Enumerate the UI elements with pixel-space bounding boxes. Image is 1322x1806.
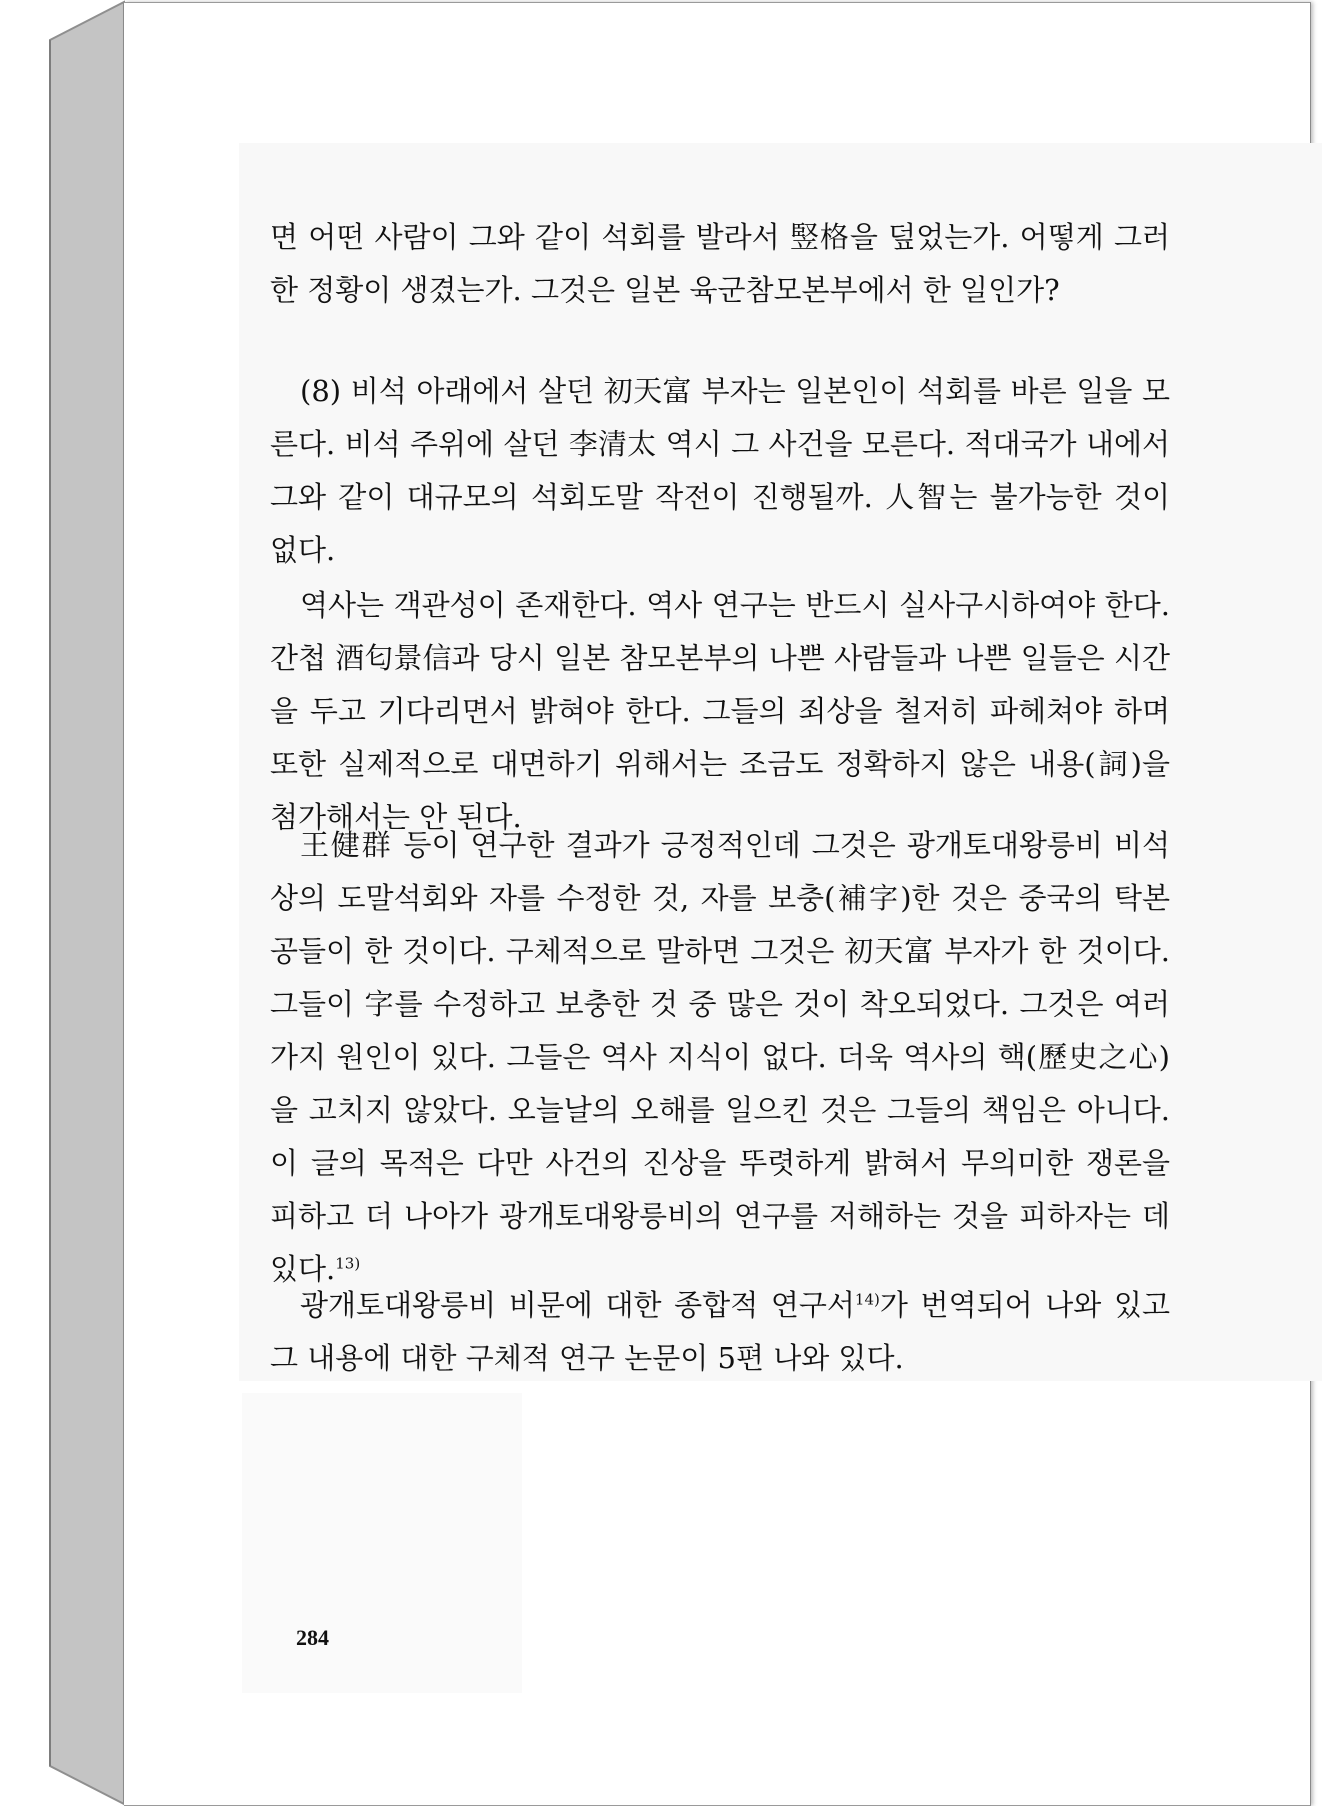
paragraph-translation	[270, 1279, 1170, 1385]
paragraph-wang-jianqun	[270, 819, 1170, 1296]
paragraph-translation-content	[270, 1279, 1170, 1385]
paragraph-wang-jianqun-content	[270, 819, 1170, 1296]
scanned-footer-background	[242, 1393, 522, 1693]
paragraph-wang-jianqun-text: 王健群 등이 연구한 결과가 긍정적인데 그것은 광개토대왕릉비 비석상의 도말석회와 자를 수정한 것, 자를 보충(補字)한 것은 중국의 탁본공들이 한 것이다. 구체적으로 말하면 그것은 初天富 부자가 한 것이다. 그들이 字를 수정하고 보충한 것 중 많은 것이 착오되었다. 그것은 여러 가지 원인이 있다. 그들은 역사 지식이 없다. 더욱 역사의 핵(歷史之心)을 고치지 않았다. 오늘날의 오해를 일으킨 것은 그들의 책임은 아니다. 이 글의 목적은 다만 사건의 진상을 뚜렷하게 밝혀서 무의미한 쟁론을 피하고 더 나아가 광개토대왕릉비의 연구를 저해하는 것을 피하자는 데 있다.	[270, 828, 1170, 1286]
paragraph-objectivity	[270, 579, 1170, 844]
paragraph-translation-end: 가 번역되어 나와 있고 그 내용에 대한 구체적 연구 논문이 5편 나와 있다.	[270, 1288, 1170, 1375]
paragraph-opening	[270, 211, 1170, 317]
paragraph-objectivity-text: 역사는 객관성이 존재한다. 역사 연구는 반드시 실사구시하여야 한다. 간첩 酒匂景信과 당시 일본 참모본부의 나쁜 사람들과 나쁜 일들은 시간을 두고 기다리면서 밝혀야 한다. 그들의 죄상을 철저히 파헤쳐야 하며 또한 실제적으로 대면하기 위해서는 조금도 정확하지 않은 내용(詞)을 첨가해서는 안 된다.	[270, 588, 1170, 834]
footnote-ref-13: 13)	[335, 1254, 361, 1273]
paragraph-translation-start: 광개토대왕릉비 비문에 대한 종합적 연구서	[300, 1288, 855, 1322]
footnote-ref-14: 14)	[854, 1290, 880, 1309]
paragraph-opening-text: 면 어떤 사람이 그와 같이 석회를 발라서 竪格을 덮었는가. 어떻게 그러한 정황이 생겼는가. 그것은 일본 육군참모본부에서 한 일인가?	[270, 220, 1170, 307]
book-spine-side	[50, 2, 124, 1804]
paragraph-item-8	[270, 365, 1170, 577]
paragraph-item-8-text: (8) 비석 아래에서 살던 初天富 부자는 일본인이 석회를 바른 일을 모른다. 비석 주위에 살던 李清太 역시 그 사건을 모른다. 적대국가 내에서 그와 같이 대규모의 석회도말 작전이 진행될까. 人智는 불가능한 것이 없다.	[270, 374, 1170, 567]
document-page	[124, 2, 1311, 1806]
page-number: 284	[296, 1625, 329, 1650]
